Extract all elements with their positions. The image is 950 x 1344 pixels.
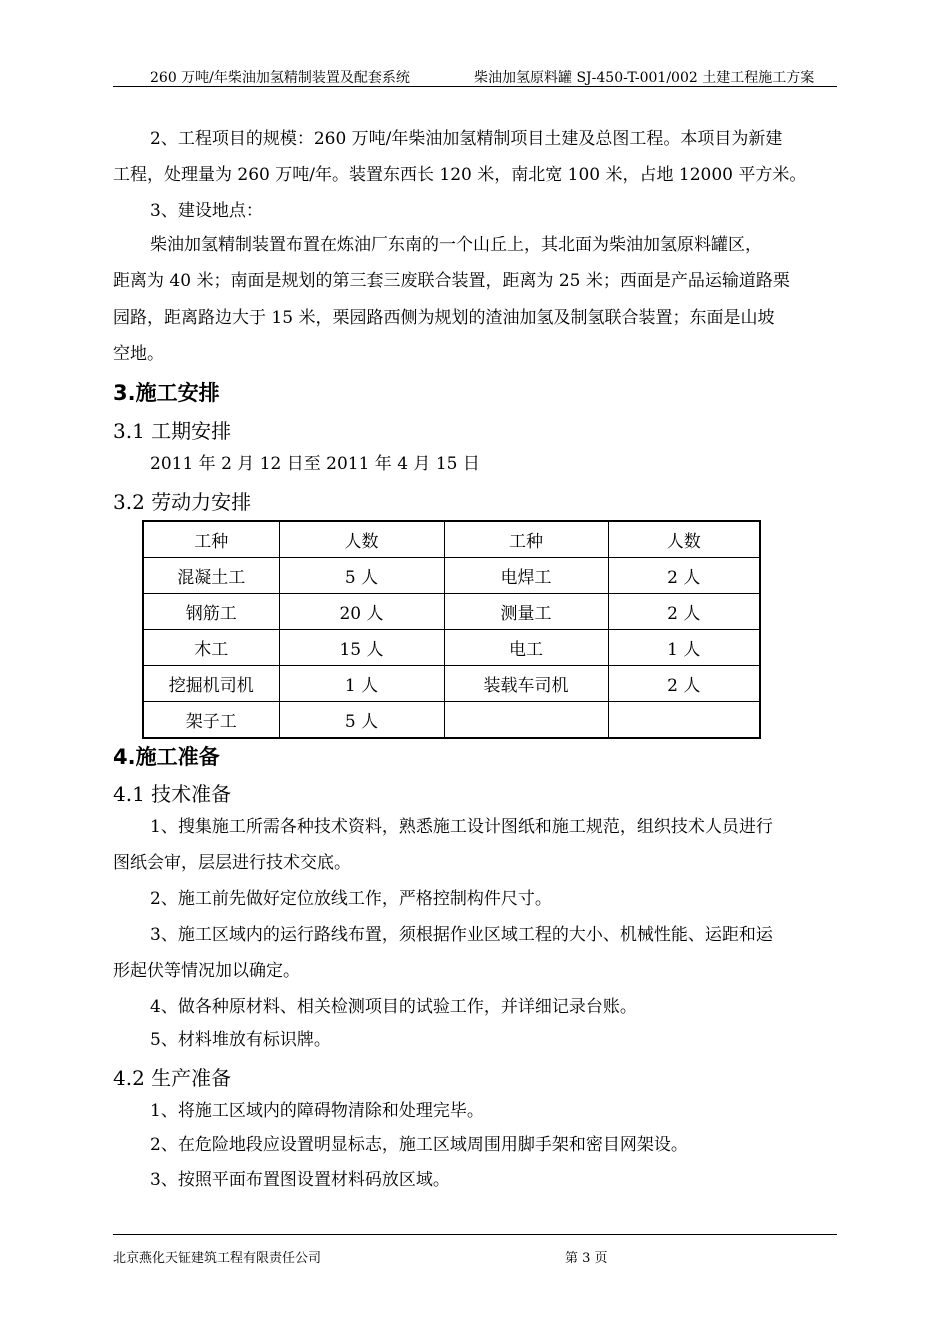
section-4-title: 4.施工准备: [113, 745, 220, 769]
tech-item-5: 5、材料堆放有标识牌。: [150, 1030, 331, 1050]
table-row: [143, 630, 760, 666]
table-cell: [444, 702, 608, 739]
table-row: [143, 666, 760, 702]
tech-item-1-line1: 1、搜集施工所需各种技术资料，熟悉施工设计图纸和施工规范，组织技术人员进行: [150, 817, 773, 837]
prod-item-3: 3、按照平面布置图设置材料码放区域。: [150, 1170, 450, 1190]
schedule-text: 2011 年 2 月 12 日至 2011 年 4 月 15 日: [150, 454, 480, 474]
tech-item-4: 4、做各种原材料、相关检测项目的试验工作，并详细记录台账。: [150, 997, 637, 1017]
labor-table: [142, 520, 761, 739]
table-cell: 挖掘机司机: [143, 666, 279, 702]
tech-item-1-line2: 图纸会审，层层进行技术交底。: [113, 853, 351, 873]
table-cell: 混凝土工: [143, 558, 279, 594]
table-cell: 测量工: [444, 594, 608, 630]
footer-page-number: 第 3 页: [565, 1251, 608, 1266]
header-rule: [113, 86, 837, 87]
site-paragraph-line3: 园路，距离路边大于 15 米，栗园路西侧为规划的渣油加氢及制氢联合装置；东面是山坡: [113, 308, 775, 328]
table-cell: 1 人: [279, 666, 444, 702]
site-heading: 3、建设地点：: [150, 201, 263, 221]
section-4-1-title: 4.1 技术准备: [113, 782, 232, 806]
table-header-row: [143, 521, 760, 558]
table-cell: 电焊工: [444, 558, 608, 594]
table-cell: 5 人: [279, 558, 444, 594]
site-paragraph-line1: 柴油加氢精制装置布置在炼油厂东南的一个山丘上，其北面为柴油加氢原料罐区，: [150, 235, 762, 255]
tech-item-2: 2、施工前先做好定位放线工作，严格控制构件尺寸。: [150, 889, 552, 909]
table-cell: 2 人: [608, 594, 760, 630]
table-row: [143, 594, 760, 630]
table-header-cell: 人数: [279, 521, 444, 558]
footer-company: 北京燕化天钲建筑工程有限责任公司: [113, 1251, 322, 1266]
section-3-1-title: 3.1 工期安排: [113, 419, 232, 443]
header-document-title: 柴油加氢原料罐 SJ-450-T-001/002 土建工程施工方案: [474, 70, 815, 86]
table-cell: 木工: [143, 630, 279, 666]
scale-paragraph-line2: 工程，处理量为 260 万吨/年。装置东西长 120 米，南北宽 100 米，占地 12000 平方米。: [113, 165, 807, 185]
table-header-cell: 人数: [608, 521, 760, 558]
table-cell: 20 人: [279, 594, 444, 630]
prod-item-2: 2、在危险地段应设置明显标志，施工区域周围用脚手架和密目网架设。: [150, 1135, 688, 1155]
table-cell: [608, 702, 760, 739]
table-header-cell: 工种: [444, 521, 608, 558]
footer-rule: [113, 1234, 837, 1235]
table-cell: 15 人: [279, 630, 444, 666]
table-cell: 2 人: [608, 558, 760, 594]
table-cell: 电工: [444, 630, 608, 666]
tech-item-3-line2: 形起伏等情况加以确定。: [113, 961, 300, 981]
table-row: [143, 558, 760, 594]
table-cell: 架子工: [143, 702, 279, 739]
table-cell: 2 人: [608, 666, 760, 702]
scale-paragraph-line1: 2、工程项目的规模：260 万吨/年柴油加氢精制项目土建及总图工程。本项目为新建: [150, 129, 783, 149]
section-4-2-title: 4.2 生产准备: [113, 1066, 232, 1090]
site-paragraph-line2: 距离为 40 米；南面是规划的第三套三废联合装置，距离为 25 米；西面是产品运输道路栗: [113, 271, 790, 291]
table-header-cell: 工种: [143, 521, 279, 558]
section-3-title: 3.施工安排: [113, 381, 220, 405]
header-project-name: 260 万吨/年柴油加氢精制装置及配套系统: [150, 70, 410, 86]
prod-item-1: 1、将施工区域内的障碍物清除和处理完毕。: [150, 1101, 484, 1121]
tech-item-3-line1: 3、施工区域内的运行路线布置，须根据作业区域工程的大小、机械性能、运距和运: [150, 925, 773, 945]
section-3-2-title: 3.2 劳动力安排: [113, 490, 252, 514]
table-cell: 装载车司机: [444, 666, 608, 702]
site-paragraph-line4: 空地。: [113, 344, 164, 364]
table-cell: 钢筋工: [143, 594, 279, 630]
table-cell: 1 人: [608, 630, 760, 666]
table-row: [143, 702, 760, 739]
table-cell: 5 人: [279, 702, 444, 739]
